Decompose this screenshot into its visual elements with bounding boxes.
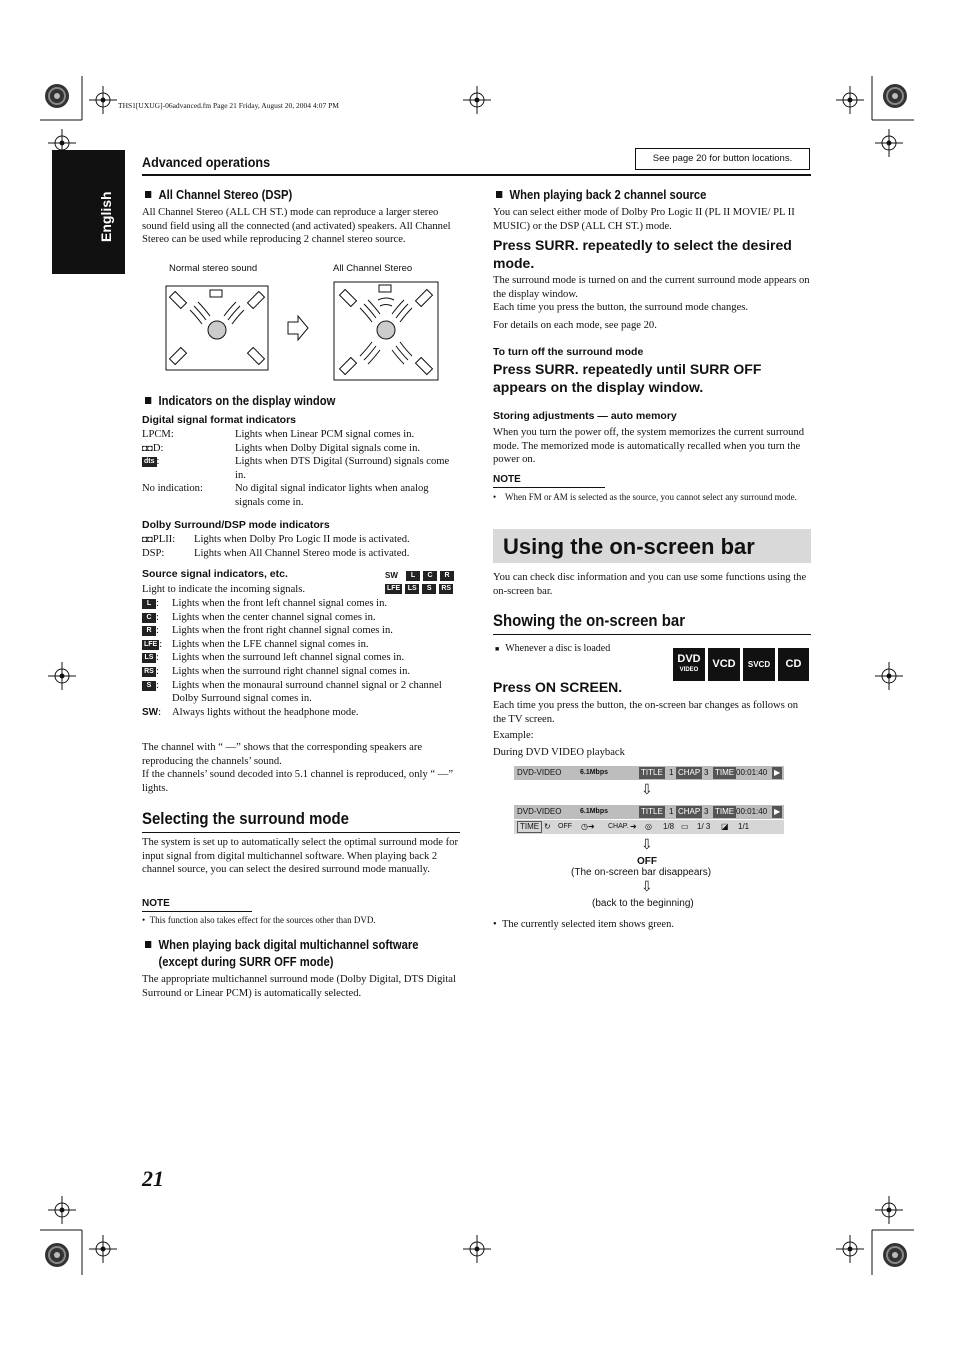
down-arrow-icon: ⇩	[641, 783, 653, 798]
disc-condition: ■ Whenever a disc is loaded	[495, 643, 611, 654]
all-channel-para: All Channel Stereo (ALL CH ST.) mode can reproduce a larger stereo sound field using all the connected (and activated) speakers. All Channel Stereo can be used while reproducing 2 channel stereo source.	[142, 207, 451, 246]
play-icon: ▶	[774, 768, 781, 777]
list-item: No indication: No digital signal indicator lights when analog signals come in.	[142, 483, 429, 508]
dolby-icon: ◘◘	[142, 534, 153, 544]
source-list	[142, 597, 460, 719]
two-channel-para-2: The surround mode is turned on and the current surround mode appears on the display window.	[493, 275, 810, 300]
fig-caption-normal: Normal stereo sound	[169, 263, 258, 274]
clock-icon: ◷➜	[581, 822, 595, 831]
list-item: ◘◘D: Lights when Dolby Digital signals come in.	[142, 442, 421, 454]
all-channel-heading: All Channel Stereo (DSP)	[145, 188, 292, 202]
arrow-icon: ➜	[630, 822, 637, 831]
disc-type-badges	[673, 648, 809, 681]
surround-heading: Selecting the surround mode	[142, 809, 349, 828]
subtitle-icon: ▭	[681, 822, 689, 831]
file-header: THS1[UXUG]-06advanced.fm Page 21 Friday, August 20, 2004 4:07 PM	[118, 101, 339, 110]
off-caption: (The on-screen bar disappears)	[571, 867, 712, 878]
dvd-video-badge: DVD VIDEO	[673, 648, 705, 681]
language-tab	[52, 150, 125, 274]
auto-memory-para: When you turn the power off, the system memorizes the current surround mode. The memorized mode is automatically recalled when you turn the power on.	[493, 427, 805, 466]
list-item: S : Lights when the monaural surround channel signal or 2 channel Dolby Surround signal comes in.	[142, 679, 460, 706]
list-item: LFE : Lights when the LFE channel signal comes in.	[144, 638, 369, 650]
two-channel-heading: When playing back 2 channel source	[496, 188, 706, 202]
source-intro: Light to indicate the incoming signals.	[142, 584, 305, 595]
down-arrow-icon: ⇩	[641, 838, 653, 853]
press-onscreen-para: Each time you press the button, the on-screen bar changes as follows on the TV screen.	[493, 700, 799, 725]
select-mode-instruction: Press SURR. repeatedly to select the desired mode.	[493, 237, 792, 271]
down-arrow-icon: ⇩	[641, 880, 653, 895]
list-item: SW: Always lights without the headphone mode.	[142, 706, 359, 718]
onscreen-banner-title: Using the on-screen bar	[503, 534, 755, 559]
badge-rs: RS	[439, 584, 453, 594]
subtitle-value[interactable]: 1/ 3	[697, 822, 711, 831]
angle-value[interactable]: 1/1	[738, 822, 750, 831]
list-item: LS : Lights when the surround left channel signal comes in.	[142, 651, 460, 665]
channel-note-1: The channel with “ —” shows that the corresponding speakers are reproducing the channels’ sound.	[142, 742, 423, 767]
off-label: OFF	[637, 856, 657, 867]
list-item: DSP: Lights when All Channel Stereo mode is activated.	[142, 547, 410, 559]
right-note-label: NOTE	[493, 474, 521, 485]
list-item: L : Lights when the front left channel signal comes in.	[142, 597, 460, 611]
vcd-badge: VCD	[708, 648, 740, 681]
page-number: 21	[142, 1166, 164, 1191]
list-item: ◘◘PLII: Lights when Dolby Pro Logic II mode is activated.	[142, 534, 410, 545]
source-title: Source signal indicators, etc.	[142, 568, 288, 580]
showing-heading: Showing the on-screen bar	[493, 611, 686, 630]
repeat-icon: ↻	[544, 822, 551, 831]
turn-off-title: To turn off the surround mode	[493, 346, 644, 358]
during-playback: During DVD VIDEO playback	[493, 747, 625, 758]
badge-s: S	[422, 584, 436, 594]
multichannel-para: The appropriate multichannel surround mode (Dolby Digital, DTS Digital Surround or Linear PCM) is automatically selected.	[142, 974, 456, 999]
onscreen-bar-1: DVD-VIDEO 6.1Mbps TITLE 1 CHAP 3 TIME 00:01:40 ▶	[514, 766, 784, 780]
green-note: • The currently selected item shows green.	[493, 919, 674, 930]
two-channel-para: You can select either mode of Dolby Pro Logic II (PL II MOVIE/ PL II MUSIC) or the DSP (ALL CH ST.) mode.	[493, 207, 795, 232]
list-item: R : Lights when the front right channel signal comes in.	[142, 624, 460, 638]
chapter-button[interactable]: CHAP.	[608, 823, 629, 830]
onscreen-bar-2: DVD-VIDEO 6.1Mbps TITLE 1 CHAP 3 TIME 00:01:40 ▶	[514, 805, 784, 819]
digital-format-list	[142, 428, 460, 510]
surround-note-rule	[142, 911, 252, 912]
svcd-badge: SVCD	[743, 648, 775, 681]
list-item: dts : Lights when DTS Digital (Surround) signals come in.	[144, 456, 450, 481]
button-location-note: See page 20 for button locations.	[635, 148, 810, 170]
badge-ls: LS	[405, 584, 419, 594]
list-item: LPCM: Lights when Linear PCM signal comes in.	[142, 429, 415, 440]
multichannel-heading: When playing back digital multichannel software (except during SURR OFF mode)	[145, 937, 419, 971]
dolby-dsp-title: Dolby Surround/DSP mode indicators	[142, 519, 330, 531]
digital-format-title: Digital signal format indicators	[142, 414, 297, 426]
list-item: RS : Lights when the surround right channel signal comes in.	[142, 665, 460, 679]
time-button[interactable]: TIME	[517, 821, 542, 833]
example-label: Example:	[493, 730, 534, 741]
fig-caption-all: All Channel Stereo	[333, 263, 413, 274]
audio-value[interactable]: 1/8	[663, 822, 675, 831]
auto-memory-title: Storing adjustments — auto memory	[493, 410, 677, 422]
back-caption: (back to the beginning)	[592, 898, 694, 909]
header-rule	[142, 174, 811, 176]
dolby-dsp-list	[142, 533, 460, 560]
two-channel-para-3: Each time you press the button, the surround mode changes.	[493, 302, 749, 313]
onscreen-intro: You can check disc information and you can use some functions using the on-screen bar.	[493, 572, 807, 597]
dts-icon: dts	[144, 458, 155, 466]
repeat-off[interactable]: OFF	[558, 823, 572, 830]
press-onscreen-instruction: Press ON SCREEN.	[493, 679, 623, 695]
badge-lfe: LFE	[387, 585, 401, 592]
badge-l: L	[406, 571, 420, 581]
source-badge-panel	[385, 571, 461, 594]
badge-c: C	[423, 571, 437, 581]
surround-note: • This function also takes effect for the sources other than DVD.	[142, 915, 376, 925]
indicators-heading: Indicators on the display window	[145, 394, 335, 408]
surround-note-label: NOTE	[142, 898, 170, 909]
angle-icon: ◪	[721, 822, 729, 831]
list-item: C : Lights when the center channel signal comes in.	[142, 611, 460, 625]
surround-rule	[142, 832, 460, 833]
onscreen-bar-2-controls	[514, 820, 784, 834]
cd-badge: CD	[778, 648, 809, 681]
two-channel-para-4: For details on each mode, see page 20.	[493, 320, 657, 331]
surround-para: The system is set up to automatically select the optimal surround mode for input signal from digital multichannel software. When playing back 2 channel source, you can select the desired surround mode manually.	[142, 837, 458, 876]
speaker-diagram	[162, 280, 442, 385]
badge-r: R	[440, 571, 454, 581]
badge-sw: SW	[385, 571, 398, 580]
dolby-d-icon: ◘◘	[142, 442, 153, 453]
language-tab-label: English	[98, 191, 114, 242]
play-icon: ▶	[774, 807, 781, 816]
section-title: Advanced operations	[142, 154, 271, 170]
turn-off-instruction: Press SURR. repeatedly until SURR OFF appears on the display window.	[493, 361, 762, 395]
onscreen-banner	[493, 529, 811, 563]
channel-note-2: If the channels’ sound decoded into 5.1 channel is reproduced, only “ —” lights.	[142, 769, 454, 794]
right-note: • When FM or AM is selected as the source, you cannot select any surround mode.	[493, 492, 797, 502]
right-note-rule	[493, 487, 605, 488]
audio-icon: ◎	[645, 822, 652, 831]
showing-rule	[493, 634, 811, 635]
